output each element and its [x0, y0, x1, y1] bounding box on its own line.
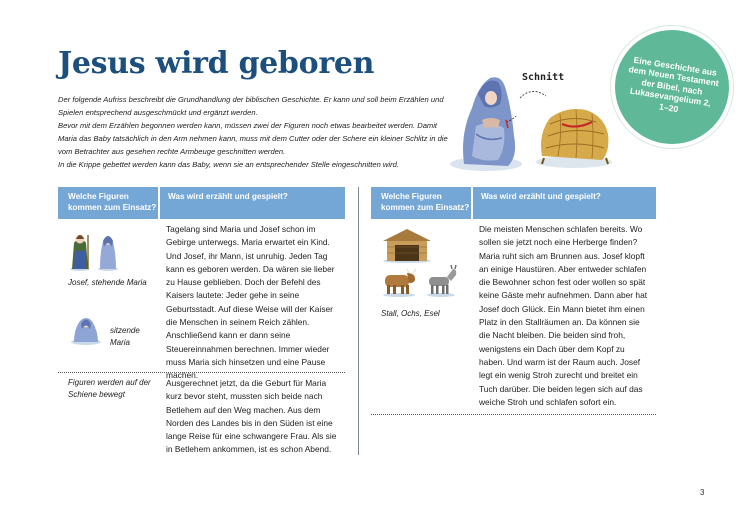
sitting-maria-figure [68, 313, 104, 345]
page-title: Jesus wird geboren [58, 46, 375, 81]
header-figures: Welche Figuren kommen zum Einsatz? [381, 192, 470, 212]
intro-paragraph-2: Bevor mit dem Erzählen begonnen werden kann, müssen zwei der Figuren noch etwas bearbeitet werden. Damit Maria das Baby tatsächlich in den Arm nehmen kann, muss mit dem Cutter oder der Schere ein kleiner Schlitz in die vom Betrachter aus gesehen rechte Armbeuge geschnitten werden. [58, 120, 448, 156]
figures-caption-josef-maria: Josef, stehende Maria [68, 278, 147, 287]
intro-text [58, 94, 450, 171]
page-number: 3 [700, 488, 705, 497]
stable-figure [381, 227, 433, 263]
figures-cell [371, 219, 471, 414]
table-row [58, 219, 345, 381]
header-figures: Welche Figuren kommen zum Einsatz? [68, 192, 157, 212]
table-row [58, 373, 345, 461]
header-story: Was wird erzählt und gespielt? [471, 187, 656, 219]
badge-text: Eine Geschichte aus dem Neuen Testament der Bibel, nach Lukasevangelium 2, 1–20 [627, 54, 720, 115]
donkey-figure [423, 265, 459, 297]
story-cell: Die meisten Menschen schlafen bereits. Wo sollen sie jetzt noch eine Herberge finden? Maria ruht sich am Brunnen aus. Josef klopft an einige Haustüren. Aber entweder schlafen die Bewohner schon fest oder wollen so spät keine Gäste mehr aufnehmen. Dann aber hat Josef doch Glück. Ein Mann bietet ihm einen Platz in den Stallräumen an. Da können sie die Nacht bleiben. Die beiden sind froh, wenigstens ein Dach über dem Kopf zu haben. Und warm ist der Raum auch. Josef legt ein wenig Stroh zurecht und breitet ein Tuch darüber. Die beiden legen sich auf das weiche Stroh und schlafen sofort ein. [479, 224, 648, 407]
table-left-header [58, 187, 345, 219]
josef-maria-figures [66, 229, 122, 271]
story-cell: Ausgerechnet jetzt, da die Geburt für Maria kurz bevor steht, mussten sich beide nach Betlehem auf den Weg machen. Aus dem Norden des Landes bis in den Süden ist eine lange Reise für eine schwangere Frau. Als sie in Betlehem ankommen, ist es schon Abend. [166, 378, 337, 455]
figures-caption-sitting-maria: sitzende Maria [110, 326, 140, 347]
table-right [371, 187, 656, 415]
table-left [58, 187, 345, 461]
story-cell: Tagelang sind Maria und Josef schon im Gebirge unterwegs. Maria erwartet ein Kind. Und Josef, ihr Mann, ist unruhig. Jeden Tag kann es geboren werden. Da wären sie lieber zu Hause geblieben. Doch der Befehl des Kaisers lautete: Jeder gehe in seine Geburtsstadt. Auf diese Weise will der Kaiser die Menschen in seinem Reich zählen. Anschließend kann er dann seine Steuereinnahmen berechnen. Immer wieder muss Maria sich hinsetzen und eine Pause machen. [166, 224, 335, 381]
figures-caption-stable: Stall, Ochs, Esel [381, 309, 440, 318]
ox-figure [379, 267, 419, 297]
table-left-divider [358, 187, 359, 455]
table-right-header [371, 187, 656, 219]
intro-paragraph-3: In die Krippe gebettet werden kann das Baby, wenn sie an entsprechender Stelle eingeschnitten wird. [58, 159, 399, 169]
figures-cell: Figuren werden auf der Schiene bewegt [68, 378, 151, 399]
figures-cell [58, 219, 158, 372]
source-badge [602, 17, 742, 157]
schnitt-label: Schnitt [522, 72, 565, 83]
intro-paragraph-1: Der folgende Aufriss beschreibt die Grundhandlung der biblischen Geschichte. Er kann und soll beim Erzählen und Spielen entsprechend ausgeschmückt und ergänzt werden. [58, 95, 444, 117]
table-row [371, 219, 656, 415]
header-story: Was wird erzählt und gespielt? [158, 187, 345, 219]
